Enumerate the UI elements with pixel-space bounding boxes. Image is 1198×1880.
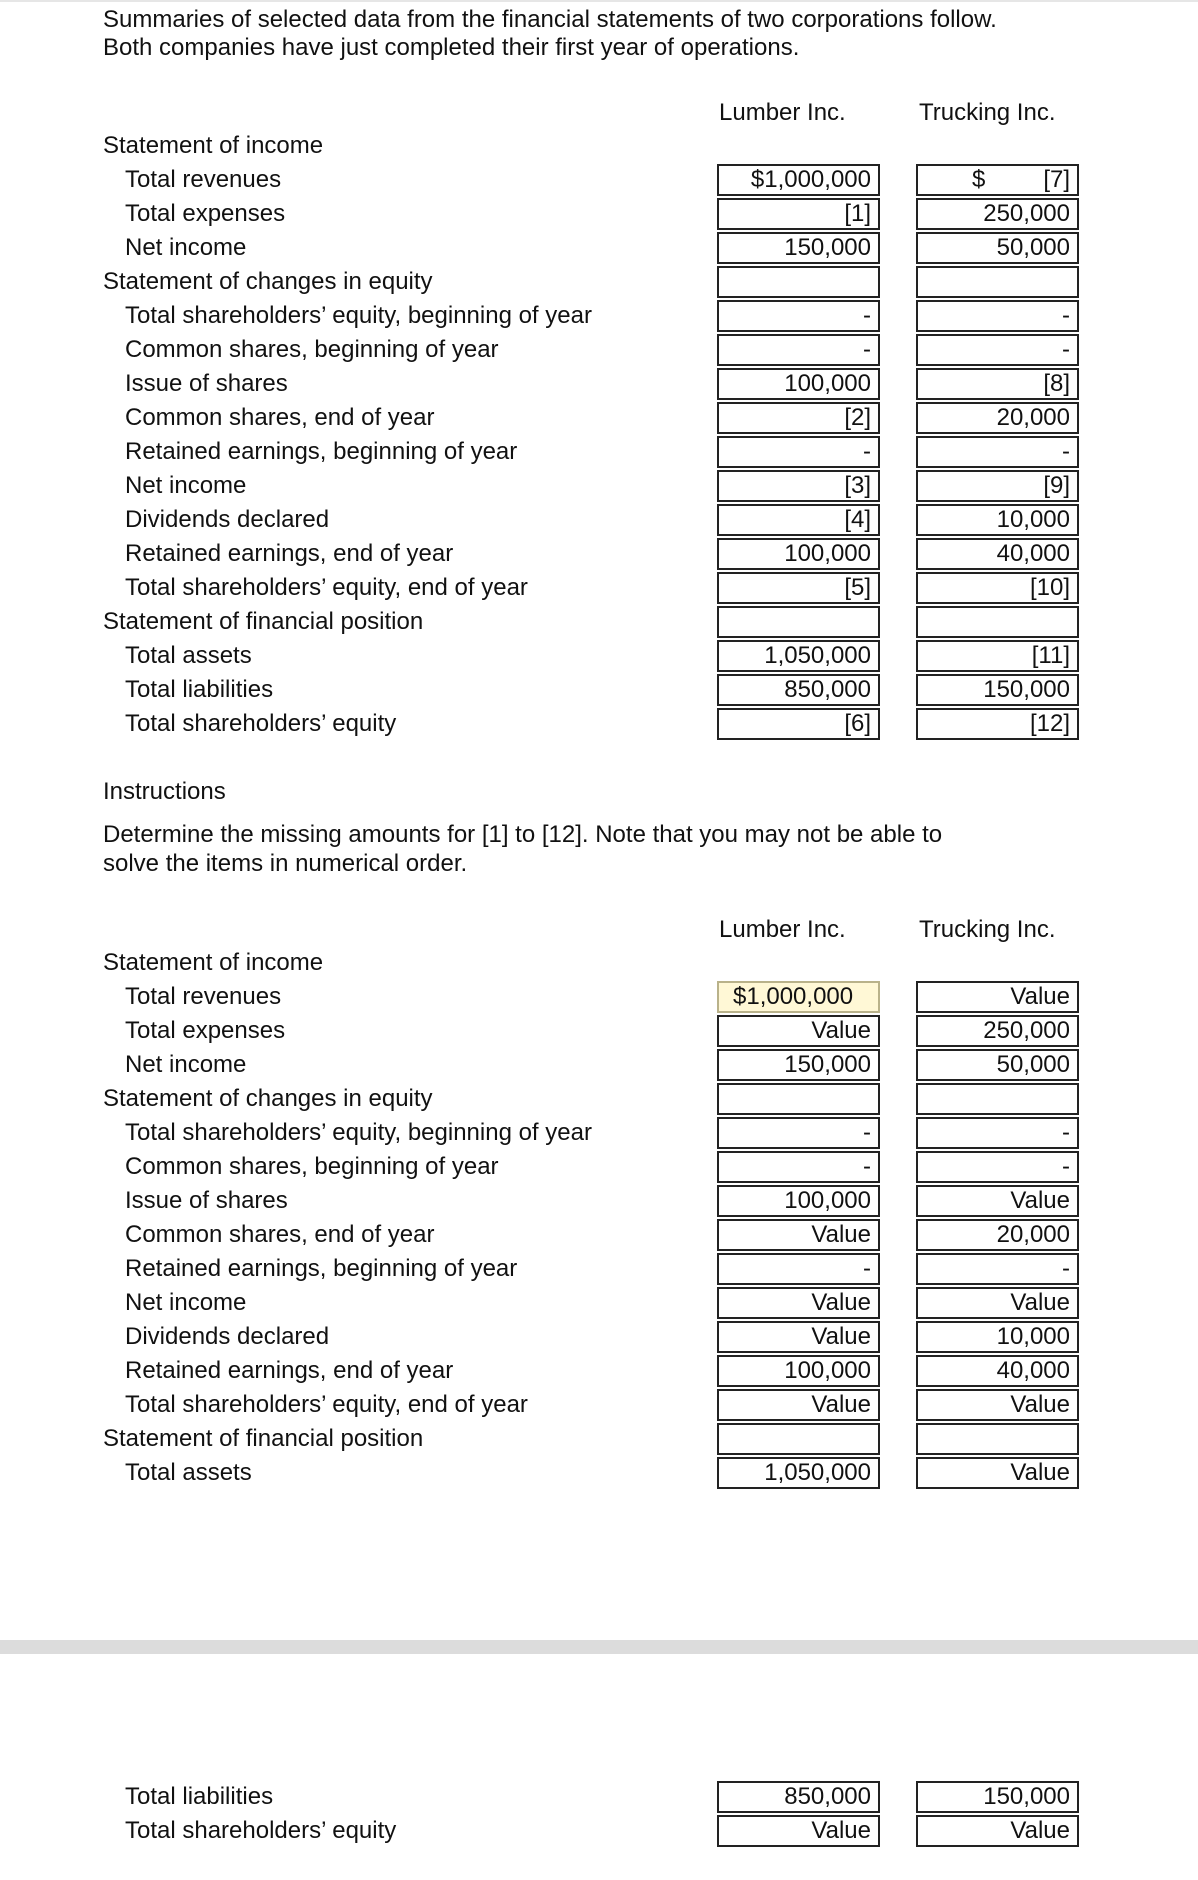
answer-column-header-lumber: Lumber Inc. bbox=[719, 916, 846, 943]
answer-section-equity: Statement of changes in equity bbox=[103, 1085, 433, 1112]
given-trucking-cs-end: 20,000 bbox=[916, 402, 1079, 434]
given-trucking-tse: [12] bbox=[916, 708, 1079, 740]
answer-label-re-end: Retained earnings, end of year bbox=[125, 1357, 454, 1384]
answer-trucking-issue-input[interactable]: Value bbox=[916, 1185, 1079, 1217]
answer-label-cs-end: Common shares, end of year bbox=[125, 1221, 435, 1248]
section-equity: Statement of changes in equity bbox=[103, 268, 433, 295]
answer-lumber-assets: 1,050,000 bbox=[717, 1457, 880, 1489]
answer-lumber-blank-2 bbox=[717, 1423, 880, 1455]
answer-label-cs-begin: Common shares, beginning of year bbox=[125, 1153, 499, 1180]
given-lumber-re-begin: - bbox=[717, 436, 880, 468]
label-cs-end: Common shares, end of year bbox=[125, 404, 435, 431]
label-re-end: Retained earnings, end of year bbox=[125, 540, 454, 567]
top-divider bbox=[0, 0, 1198, 2]
answer-label-total-expenses: Total expenses bbox=[125, 1017, 286, 1044]
answer-lumber-re-end: 100,000 bbox=[717, 1355, 880, 1387]
given-trucking-revenues bbox=[916, 164, 1079, 196]
instructions-heading: Instructions bbox=[103, 778, 226, 805]
answer-label-total-se: Total shareholders’ equity bbox=[125, 1817, 397, 1844]
label-issue-shares: Issue of shares bbox=[125, 370, 288, 397]
given-lumber-cs-begin: - bbox=[717, 334, 880, 366]
given-trucking-revenues-value: [7] bbox=[1043, 166, 1070, 193]
intro-line-1: Summaries of selected data from the financial statements of two corporations follow. bbox=[103, 6, 997, 33]
given-trucking-assets: [11] bbox=[916, 640, 1079, 672]
given-trucking-blank-2 bbox=[916, 606, 1079, 638]
answer-trucking-net-income-eq-input[interactable]: Value bbox=[916, 1287, 1079, 1319]
answer-lumber-tse-begin: - bbox=[717, 1117, 880, 1149]
answer-section-position: Statement of financial position bbox=[103, 1425, 424, 1452]
answer-trucking-re-begin: - bbox=[916, 1253, 1079, 1285]
given-lumber-net-income: 150,000 bbox=[717, 232, 880, 264]
given-trucking-re-end: 40,000 bbox=[916, 538, 1079, 570]
given-lumber-issue: 100,000 bbox=[717, 368, 880, 400]
given-trucking-liabilities: 150,000 bbox=[916, 674, 1079, 706]
instructions-text bbox=[103, 820, 942, 878]
given-lumber-net-income-eq: [3] bbox=[717, 470, 880, 502]
given-lumber-tse: [6] bbox=[717, 708, 880, 740]
given-lumber-dividends: [4] bbox=[717, 504, 880, 536]
answer-section-income: Statement of income bbox=[103, 949, 324, 976]
answer-lumber-cs-end-input[interactable]: Value bbox=[717, 1219, 880, 1251]
given-lumber-expenses: [1] bbox=[717, 198, 880, 230]
given-lumber-cs-end: [2] bbox=[717, 402, 880, 434]
given-trucking-expenses: 250,000 bbox=[916, 198, 1079, 230]
answer-trucking-assets-input[interactable]: Value bbox=[916, 1457, 1079, 1489]
label-total-revenues: Total revenues bbox=[125, 166, 282, 193]
answer-trucking-dividends: 10,000 bbox=[916, 1321, 1079, 1353]
answer-lumber-blank bbox=[717, 1083, 880, 1115]
answer-trucking-blank-2 bbox=[916, 1423, 1079, 1455]
given-trucking-tse-end: [10] bbox=[916, 572, 1079, 604]
answer-lumber-issue: 100,000 bbox=[717, 1185, 880, 1217]
answer-trucking-expenses: 250,000 bbox=[916, 1015, 1079, 1047]
label-net-income-eq: Net income bbox=[125, 472, 247, 499]
answer-lumber-cs-begin: - bbox=[717, 1151, 880, 1183]
page-break-divider bbox=[0, 1640, 1198, 1654]
answer-label-net-income: Net income bbox=[125, 1051, 247, 1078]
dollar-sign: $ bbox=[972, 166, 986, 193]
label-total-assets: Total assets bbox=[125, 642, 252, 669]
answer-label-total-liabilities: Total liabilities bbox=[125, 1783, 274, 1810]
given-lumber-re-end: 100,000 bbox=[717, 538, 880, 570]
given-lumber-revenues: $1,000,000 bbox=[717, 164, 880, 196]
intro-line-2: Both companies have just completed their first year of operations. bbox=[103, 34, 800, 61]
answer-trucking-tse-end-input[interactable]: Value bbox=[916, 1389, 1079, 1421]
answer-trucking-liabilities: 150,000 bbox=[916, 1781, 1079, 1813]
given-trucking-blank bbox=[916, 266, 1079, 298]
section-income: Statement of income bbox=[103, 132, 324, 159]
answer-label-total-assets: Total assets bbox=[125, 1459, 252, 1486]
given-trucking-net-income: 50,000 bbox=[916, 232, 1079, 264]
answer-trucking-tse-input[interactable]: Value bbox=[916, 1815, 1079, 1847]
answer-lumber-tse-end-input[interactable]: Value bbox=[717, 1389, 880, 1421]
answer-trucking-blank bbox=[916, 1083, 1079, 1115]
given-lumber-tse-end: [5] bbox=[717, 572, 880, 604]
answer-lumber-re-begin: - bbox=[717, 1253, 880, 1285]
given-trucking-dividends: 10,000 bbox=[916, 504, 1079, 536]
given-lumber-blank-2 bbox=[717, 606, 880, 638]
label-re-begin: Retained earnings, beginning of year bbox=[125, 438, 518, 465]
given-lumber-assets: 1,050,000 bbox=[717, 640, 880, 672]
label-net-income: Net income bbox=[125, 234, 247, 261]
answer-lumber-revenues: $1,000,000 bbox=[717, 981, 880, 1013]
answer-lumber-liabilities: 850,000 bbox=[717, 1781, 880, 1813]
answer-trucking-cs-begin: - bbox=[916, 1151, 1079, 1183]
instructions-line-2: solve the items in numerical order. bbox=[103, 850, 468, 877]
answer-column-header-trucking: Trucking Inc. bbox=[919, 916, 1056, 943]
answer-trucking-tse-begin: - bbox=[916, 1117, 1079, 1149]
answer-label-tse-begin: Total shareholders’ equity, beginning of year bbox=[125, 1119, 592, 1146]
answer-lumber-net-income-eq-input[interactable]: Value bbox=[717, 1287, 880, 1319]
answer-label-tse-end: Total shareholders’ equity, end of year bbox=[125, 1391, 528, 1418]
answer-trucking-net-income: 50,000 bbox=[916, 1049, 1079, 1081]
label-total-se: Total shareholders’ equity bbox=[125, 710, 397, 737]
label-dividends: Dividends declared bbox=[125, 506, 330, 533]
answer-label-issue-shares: Issue of shares bbox=[125, 1187, 288, 1214]
label-total-liabilities: Total liabilities bbox=[125, 676, 274, 703]
answer-lumber-tse-input[interactable]: Value bbox=[717, 1815, 880, 1847]
label-cs-begin: Common shares, beginning of year bbox=[125, 336, 499, 363]
given-lumber-liabilities: 850,000 bbox=[717, 674, 880, 706]
answer-trucking-revenues-input[interactable]: Value bbox=[916, 981, 1079, 1013]
given-trucking-re-begin: - bbox=[916, 436, 1079, 468]
instructions-line-1: Determine the missing amounts for [1] to [12]. Note that you may not be able to bbox=[103, 821, 943, 848]
answer-lumber-net-income: 150,000 bbox=[717, 1049, 880, 1081]
given-trucking-cs-begin: - bbox=[916, 334, 1079, 366]
answer-trucking-cs-end: 20,000 bbox=[916, 1219, 1079, 1251]
label-tse-end: Total shareholders’ equity, end of year bbox=[125, 574, 528, 601]
answer-label-re-begin: Retained earnings, beginning of year bbox=[125, 1255, 518, 1282]
label-total-expenses: Total expenses bbox=[125, 200, 286, 227]
given-lumber-tse-begin: - bbox=[717, 300, 880, 332]
section-position: Statement of financial position bbox=[103, 608, 424, 635]
label-tse-begin: Total shareholders’ equity, beginning of year bbox=[125, 302, 592, 329]
given-lumber-blank bbox=[717, 266, 880, 298]
given-trucking-tse-begin: - bbox=[916, 300, 1079, 332]
column-header-trucking: Trucking Inc. bbox=[919, 99, 1056, 126]
answer-lumber-expenses-input[interactable]: Value bbox=[717, 1015, 880, 1047]
intro-text bbox=[103, 6, 997, 62]
answer-label-total-revenues: Total revenues bbox=[125, 983, 282, 1010]
answer-label-dividends: Dividends declared bbox=[125, 1323, 330, 1350]
given-trucking-net-income-eq: [9] bbox=[916, 470, 1079, 502]
column-header-lumber: Lumber Inc. bbox=[719, 99, 846, 126]
answer-lumber-dividends-input[interactable]: Value bbox=[717, 1321, 880, 1353]
answer-trucking-re-end: 40,000 bbox=[916, 1355, 1079, 1387]
given-trucking-issue: [8] bbox=[916, 368, 1079, 400]
answer-label-net-income-eq: Net income bbox=[125, 1289, 247, 1316]
